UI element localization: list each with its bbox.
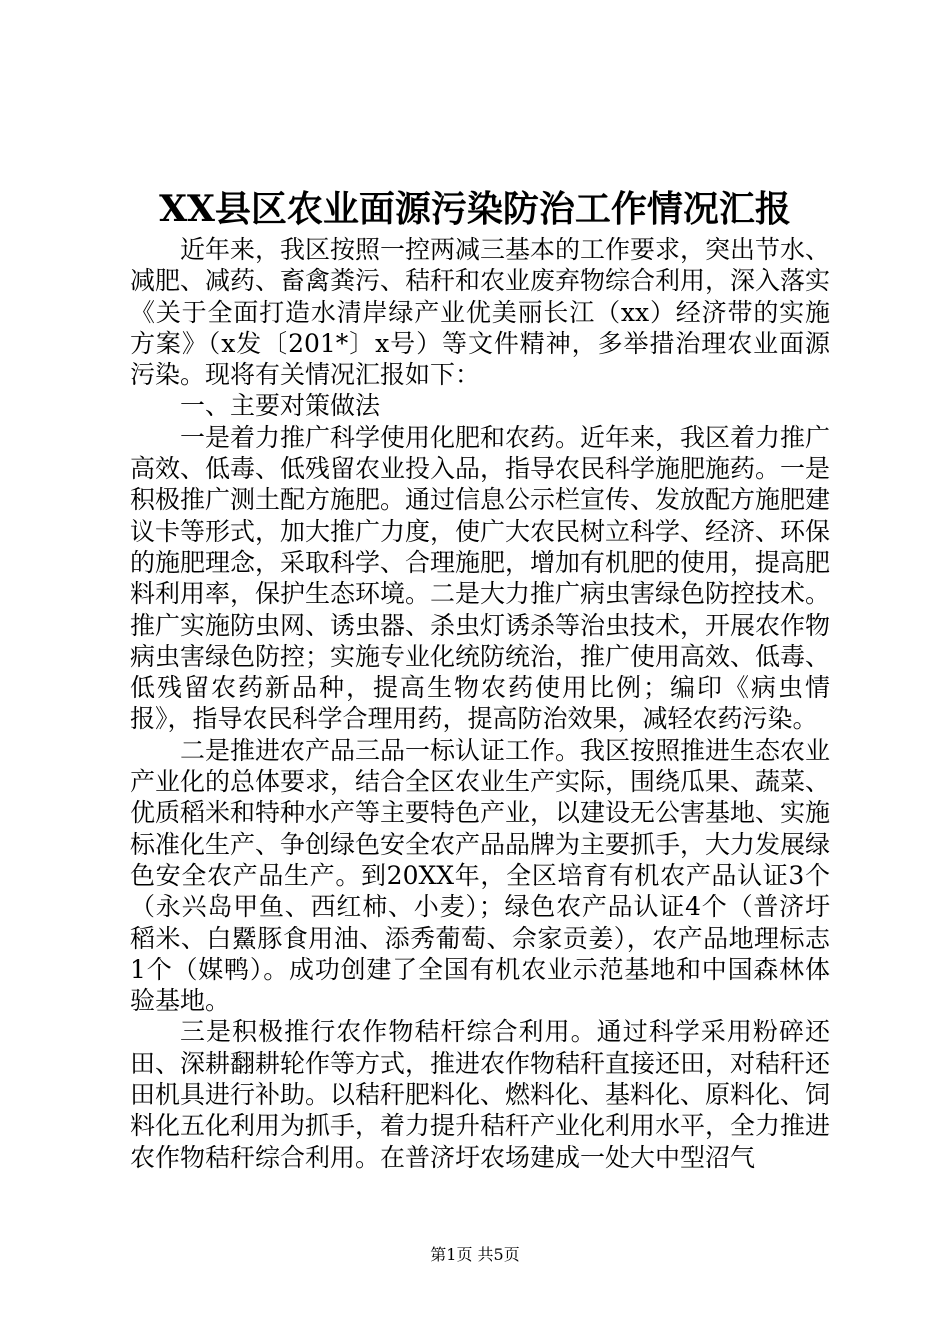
paragraph-straw: 三是积极推行农作物秸杆综合利用。通过科学采用粉碎还田、深耕翻耕轮作等方式，推进农作物秸秆直接还田，对秸秆还田机具进行补助。以秸秆肥料化、燃料化、基料化、原料化、饲料化五化利用为抓手，着力提升秸秆产业化利用水平，全力推进农作物秸秆综合利用。在普济圩农场建成一处大中型沼气 [130,1017,831,1172]
paragraph-intro: 近年来，我区按照一控两减三基本的工作要求，突出节水、减肥、减药、畜禽粪污、秸秆和农业废弃物综合利用，深入落实《关于全面打造水清岸绿产业优美丽长江（xx）经济带的实施方案》（x发〔201*〕x号）等文件精神，多举措治理农业面源污染。现将有关情况汇报如下： [130,235,831,390]
page-footer: 第1页 共5页 [430,1245,520,1264]
paragraph-fertilizer: 一是着力推广科学使用化肥和农药。近年来，我区着力推广高效、低毒、低残留农业投入品，指导农民科学施肥施药。一是积极推广测土配方施肥。通过信息公示栏宣传、发放配方施肥建议卡等形式，加大推广力度，使广大农民树立科学、经济、环保的施肥理念，采取科学、合理施肥，增加有机肥的使用，提高肥料利用率，保护生态环境。二是大力推广病虫害绿色防控技术。推广实施防虫网、诱虫器、杀虫灯诱杀等治虫技术，开展农作物病虫害绿色防控；实施专业化统防统治，推广使用高效、低毒、低残留农药新品种，提高生物农药使用比例；编印《病虫情报》，指导农民科学合理用药，提高防治效果，减轻农药污染。 [130,422,831,734]
section-heading: 一、主要对策做法 [180,391,381,421]
paragraph-certification: 二是推进农产品三品一标认证工作。我区按照推进生态农业产业化的总体要求，结合全区农业生产实际，围绕瓜果、蔬菜、优质稻米和特种水产等主要特色产业，以建设无公害基地、实施标准化生产、争创绿色安全农产品品牌为主要抓手，大力发展绿色安全农产品生产。到20XX年，全区培育有机农产品认证3个（永兴岛甲鱼、西红柿、小麦）；绿色农产品认证4个（普济圩稻米、白鱀豚食用油、添秀葡萄、佘家贡姜），农产品地理标志1个（媒鸭）。成功创建了全国有机农业示范基地和中国森林体验基地。 [130,735,831,1016]
document-body [130,234,830,1173]
document-title: XX县区农业面源污染防治工作情况汇报 [159,188,791,230]
